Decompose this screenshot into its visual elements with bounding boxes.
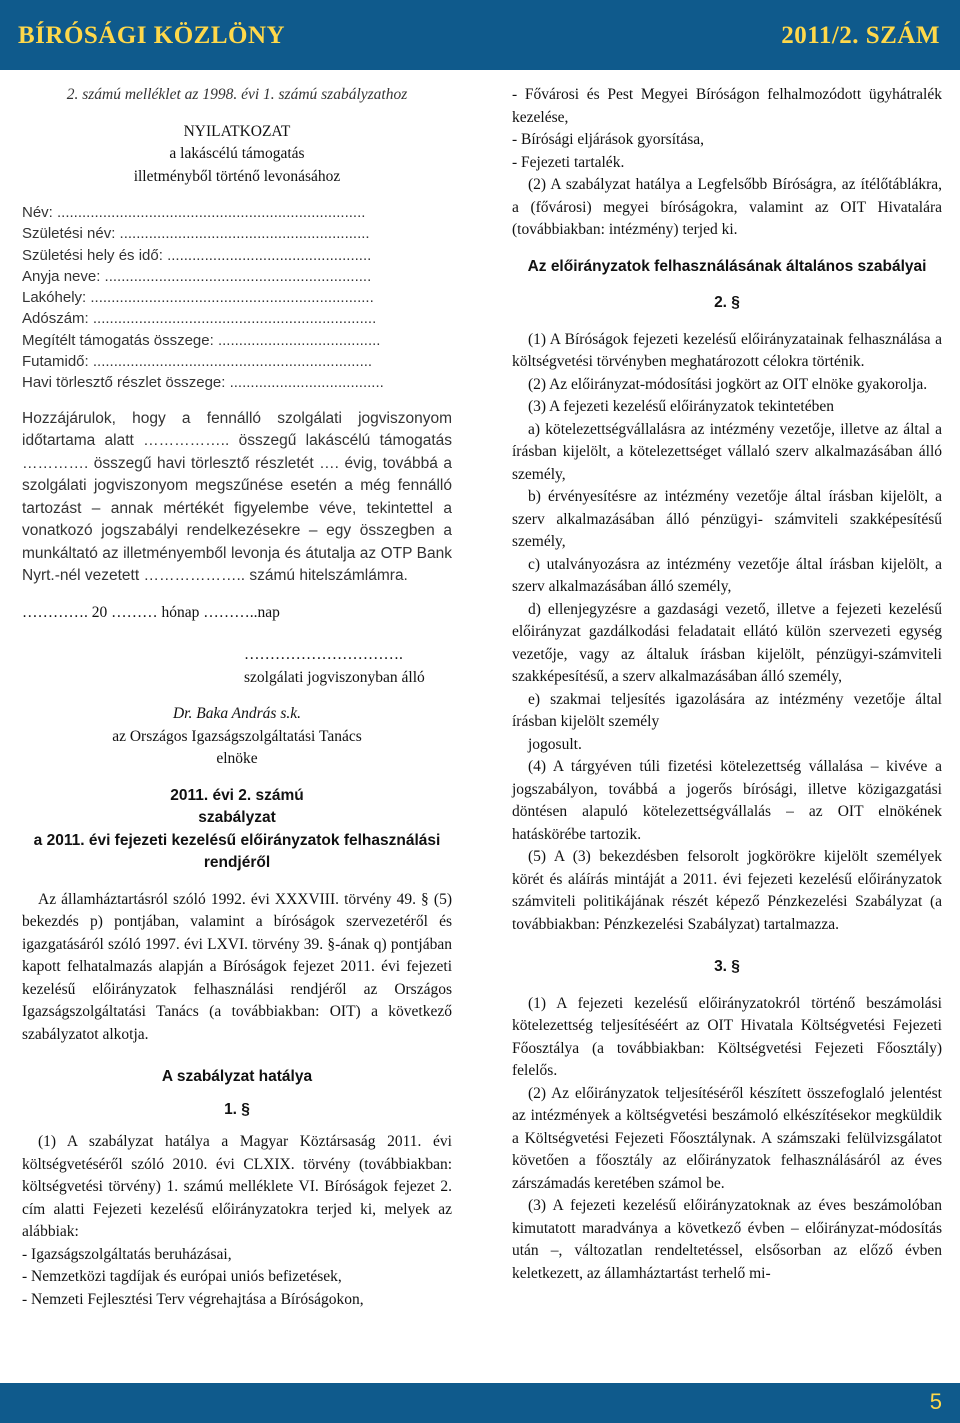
paragraph-2-3: (3) A fejezeti kezelésű előirányzatok tekintetében (528, 398, 834, 415)
form-fields (22, 202, 452, 394)
annex-reference: 2. számú melléklet az 1998. évi 1. számú szabályzathoz (66, 86, 408, 103)
section-heading-scope: A szabályzat hatálya (161, 1068, 313, 1086)
regulation-title-2: rendjéről (203, 854, 271, 872)
paragraph-3-1: (1) A fejezeti kezelésű előirányzatokról történő beszámolási kötelezettség teljesítéséért az OIT Hivatala Költségvetési Fejezeti Főosztálya (a továbbiakban: Költségvetési Fejezeti Főosztály) felelős. (512, 994, 942, 1079)
declaration-subtitle-2: illetményből történő levonásához (133, 167, 341, 185)
form-field-name: Név: .......................................................................... (22, 204, 366, 221)
regulation-number: 2011. évi 2. számú (170, 786, 304, 804)
signer-title-1: az Országos Igazságszolgáltatási Tanács (112, 727, 362, 745)
regulation-word: szabályzat (198, 809, 276, 827)
list-item: - Fővárosi és Pest Megyei Bíróságon felhalmozódott ügyhátralék kezelése, (512, 86, 942, 126)
paragraph-3-3: (3) A fejezeti kezelésű előirányzatoknak az éves beszámolóban kimutatott maradványa a következő évben – előirányzat-módosítás után –, változatlan rendeltetéssel, elsősorban az előző évben keletkezett, az államháztartást terhelő mi- (512, 1197, 942, 1282)
paragraph-2-3-d: d) ellenjegyzésre a gazdasági vezető, illetve a fejezeti kezelésű előirányzat gazdálkodási feladatait ellátó külön szervezeti egység vezetője, vagy az általuk írásban kijelölt, pénzügyi-számviteli szakképesítésű, a szerv alkalmazásában álló személy, (512, 600, 942, 685)
form-field-mother-name: Anyja neve: ................................................................ (22, 267, 372, 285)
paragraph-2-3-c: c) utalványozásra az intézmény vezetője által írásban kijelölt, a szerv alkalmazásában álló személy, (512, 555, 942, 595)
journal-title: BÍRÓSÁGI KÖZLÖNY (18, 22, 286, 49)
signature-dots: …………………………. (244, 646, 403, 664)
right-column (512, 84, 942, 1285)
paragraph-2-3-end: jogosult. (528, 735, 582, 753)
paragraph-2-3-b: b) érvényesítésre az intézmény vezetője által írásban kijelölt, a szerv alkalmazásában álló pénzügyi- számviteli szakképesítésű személy, (512, 488, 942, 550)
date-line: …………. 20 ……… hónap ………..nap (22, 603, 280, 621)
paragraph-2-2: (2) Az előirányzat-módosítási jogkört az OIT elnöke gyakorolja. (528, 375, 928, 393)
paragraph-2-3-a: a) kötelezettségvállalásra az intézmény vezetője, illetve az által a írásban kijelölt, a kötelezettséget vállaló szerv alkalmazásában álló személy, (512, 420, 942, 483)
form-field-birth-name: Születési név: ............................................................ (22, 225, 370, 243)
paragraph-3-2: (2) Az előirányzatok teljesítéséről készített összefoglaló jelentést az intézmények a költségvetési beszámoló elkészítésekor megküldik a Költségvetési Fejezeti Főosztálynak. A számszaki felülvizsgálatot követően a főosztály az előirányzatok felhasználásáról az éves zárszámadás keretében számol be. (512, 1084, 942, 1192)
form-field-term: Futamidő: ................................................................... (22, 353, 373, 371)
form-field-monthly-installment: Havi törlesztő részlet összege: ..................................... (22, 374, 384, 392)
signer-name: Dr. Baka András s.k. (172, 705, 302, 723)
declaration-title: NYILATKOZAT (183, 122, 291, 140)
paragraph-2-1: (1) A Bíróságok fejezeti kezelésű előirányzatainak felhasználása a költségvetési törvényben meghatározott célokra történik. (512, 330, 942, 370)
paragraph-2-number: 2. § (714, 294, 740, 311)
paragraph-1-number: 1. § (224, 1100, 250, 1118)
paragraph-1-text: (1) A szabályzat hatálya a Magyar Köztársaság 2011. évi költségvetéséről szóló 2010. évi CLXIX. törvény (továbbiakban: költségvetési törvény) 1. számú melléklete VI. Bíróságok fejezet 2. cím alatti Fejezeti kezelésű előirányzatokra terjed ki, melyek az alábbiak: (22, 1133, 452, 1241)
list-item: - Igazságszolgáltatás beruházásai, (22, 1245, 232, 1263)
paragraph-2-3-e: e) szakmai teljesítés igazolására az intézmény vezetője által írásban kijelölt személy (512, 690, 942, 730)
page-header (0, 0, 960, 70)
paragraph-1-2: (2) A szabályzat hatálya a Legfelsőbb Bíróságra, az ítélőtáblákra, a (fővárosi) megyei bíróságokra, valamint az OIT Hivatalára (továbbiakban: intézmény) terjed ki. (512, 176, 942, 238)
paragraph-2-4: (4) A tárgyéven túli fizetési kötelezettség vállalása – kivéve a jogszabályon, továbbá a jogerős bírósági, illetve közigazgatási döntésen alapuló kötelezettségvállalás – az OIT elnökének hatáskörébe tartozik. (512, 758, 942, 843)
issue-number: 2011/2. SZÁM (781, 22, 940, 49)
preamble-paragraph: Az államháztartásról szóló 1992. évi XXXVIII. törvény 49. § (5) bekezdés p) pontjában, valamint a bíróságok szervezetéről és igazgatásáról szóló 1997. évi LXVI. törvény 39. §-ának q) pontjában kapott felhatalmazás alapján a Bíróságok fejezet 2011. évi fejezeti kezelésű előirányzatok felhasználási rendjéről az Országos Igazságszolgáltatási Tanács (a továbbiakban: OIT) a következő szabályzatot alkotja. (22, 890, 452, 1043)
declaration-subtitle-1: a lakáscélú támogatás (169, 145, 305, 162)
left-column (22, 84, 452, 1311)
signature-label: szolgálati jogviszonyban álló (244, 668, 425, 686)
list-item: - Nemzetközi tagdíjak és európai uniós befizetések, (22, 1268, 342, 1286)
list-item: - Bírósági eljárások gyorsítása, (512, 131, 704, 148)
signer-title-2: elnöke (216, 750, 258, 768)
list-item: - Nemzeti Fejlesztési Terv végrehajtása a Bíróságokon, (22, 1290, 364, 1308)
list-item: - Fejezeti tartalék. (512, 153, 625, 171)
form-field-tax-number: Adószám: .................................................................... (22, 310, 377, 328)
form-field-birth-place-date: Születési hely és idő: ................................................. (22, 246, 372, 264)
page-footer (0, 1383, 960, 1423)
regulation-title-1: a 2011. évi fejezeti kezelésű előirányzatok felhasználási (33, 831, 441, 849)
paragraph-3-number: 3. § (714, 958, 740, 975)
form-field-support-amount: Megítélt támogatás összege: ....................................... (22, 331, 381, 349)
consent-paragraph: Hozzájárulok, hogy a fennálló szolgálati jogviszonyom időtartama alatt …………….. összegű lakáscélú támogatás …………. összegű havi törlesztő részletét …. évig, továbbá a szolgálati jogviszonyom megszűnése esetén a még fennálló tartozást – annak mértékét figyelembe véve, tekintettel a vonatkozó jogszabályi rendelkezésekre – egy összegben a munkáltató az illetményemből levonja és átutalja az OTP Bank Nyrt.-nél vezetett ……………….. számú hitelszámlámra. (22, 409, 452, 585)
form-field-residence: Lakóhely: .................................................................... (22, 289, 374, 307)
section-heading-general-rules: Az előirányzatok felhasználásának általános szabályai (527, 257, 927, 275)
paragraph-2-5: (5) A (3) bekezdésben felsorolt jogkörökre kijelölt személyek körét és aláírás mintáját a 2011. évi fejezeti kezelésű előirányzatok számviteli politikájának részét képező Pénzkezelési Szabályzat (a továbbiakban: Pénzkezelési Szabályzat) tartalmazza. (512, 848, 942, 933)
page-number: 5 (929, 1389, 942, 1414)
